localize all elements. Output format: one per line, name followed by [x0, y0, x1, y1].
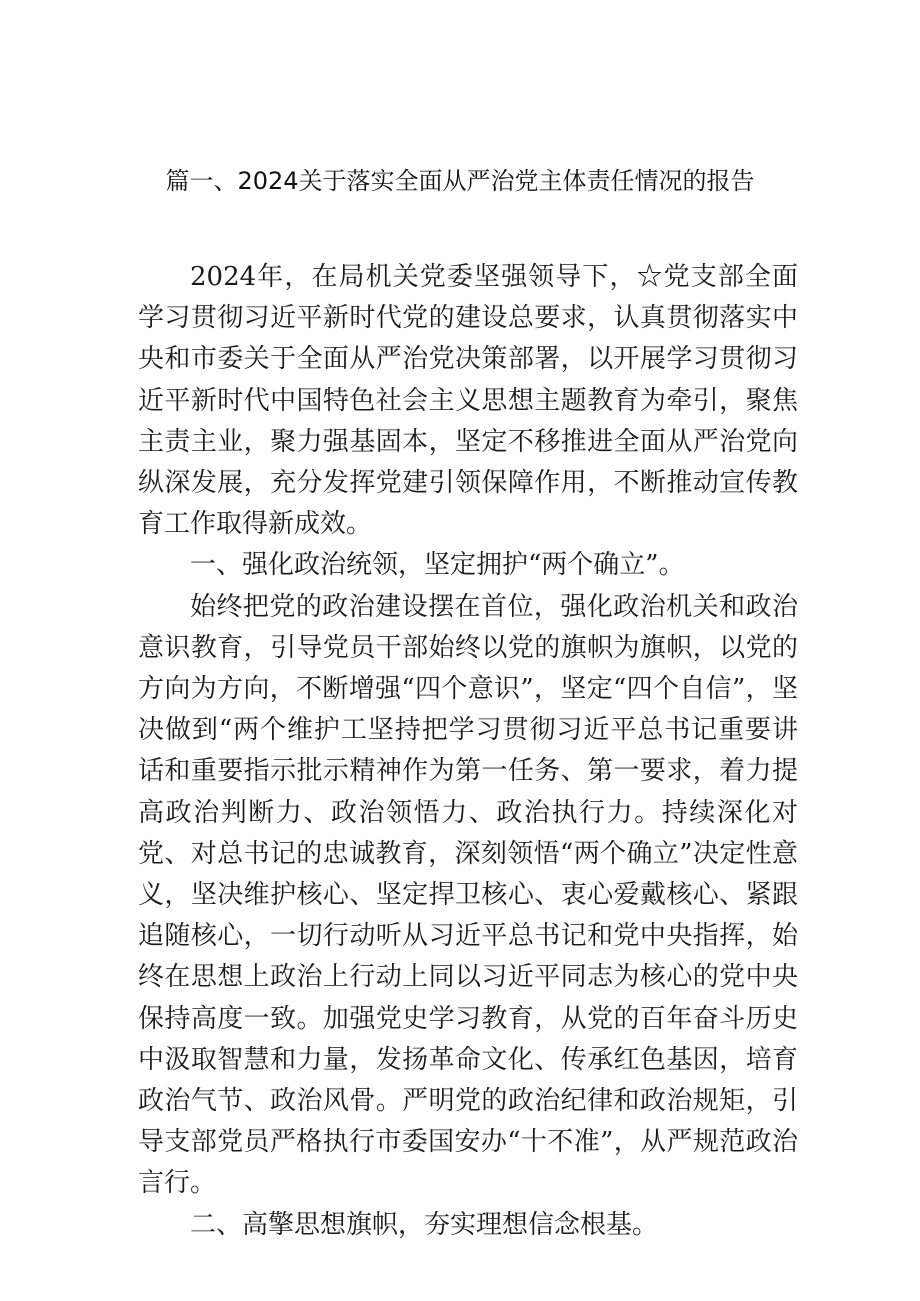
document-body [138, 257, 798, 1246]
section-heading-2: 二、高擎思想旗帜，夯实理想信念根基。 [190, 1209, 659, 1240]
section-heading-1: 一、强化政治统领，坚定拥护“两个确立”。 [190, 550, 685, 581]
paragraph-section-1: 始终把党的政治建设摆在首位，强化政治机关和政治意识教育，引导党员干部始终以党的旗帜为旗帜，以党的方向为方向，不断增强“四个意识”，坚定“四个自信”，坚决做到“两个维护工坚持把学习贯彻习近平总书记重要讲话和重要指示批示精神作为第一任务、第一要求，着力提高政治判断力、政治领悟力、政治执行力。持续深化对党、对总书记的忠诚教育，深刻领悟“两个确立”决定性意义，坚决维护核心、坚定捍卫核心、衷心爱戴核心、紧跟追随核心，一切行动听从习近平总书记和党中央指挥，始终在思想上政治上行动上同以习近平同志为核心的党中央保持高度一致。加强党史学习教育，从党的百年奋斗历史中汲取智慧和力量，发扬革命文化、传承红色基因，培育政治气节、政治风骨。严明党的政治纪律和政治规矩，引导支部党员严格执行市委国安办“十不准”，从严规范政治言行。 [138, 591, 798, 1199]
paragraph-intro: 2024年，在局机关党委坚强领导下，☆党支部全面学习贯彻习近平新时代党的建设总要求，认真贯彻落实中央和市委关于全面从严治党决策部署，以开展学习贯彻习近平新时代中国特色社会主义思想主题教育为牵引，聚焦主责主业，聚力强基固本，坚定不移推进全面从严治党向纵深发展，充分发挥党建引领保障作用，不断推动宣传教育工作取得新成效。 [138, 262, 798, 540]
document-title: 篇一、2024关于落实全面从严治党主体责任情况的报告 [165, 167, 755, 195]
